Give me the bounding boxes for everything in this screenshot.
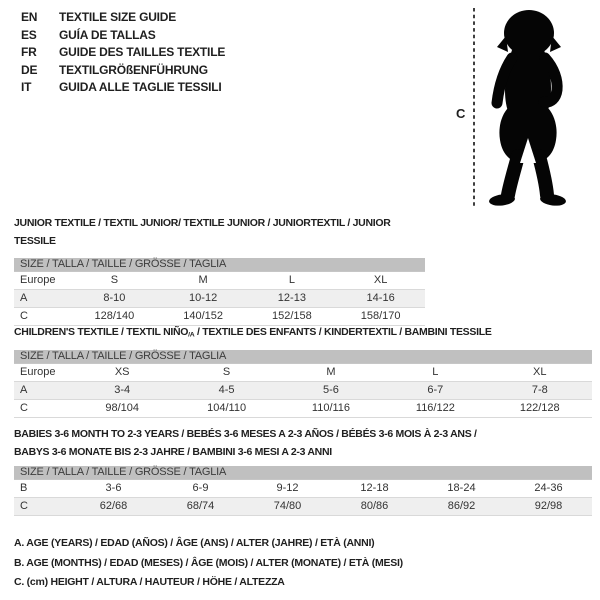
size-cell: 7-8 (488, 381, 592, 399)
size-cell: 3-4 (70, 381, 174, 399)
table-title-line (14, 443, 592, 461)
size-cell: 74/80 (244, 498, 331, 516)
size-cell: XS (70, 363, 174, 381)
size-cell: XL (336, 272, 425, 290)
size-cell: 3-6 (70, 480, 157, 498)
size-cell: 116/122 (383, 399, 487, 417)
size-cell: 92/98 (505, 498, 592, 516)
size-cell: 12-13 (248, 290, 337, 308)
language-row (21, 79, 225, 97)
language-code: EN (21, 10, 38, 24)
table-title-text: /A (188, 331, 195, 339)
language-code: ES (21, 27, 37, 42)
row-label: B (14, 480, 70, 498)
babies-textile-section (14, 425, 592, 516)
size-cell: 24-36 (505, 480, 592, 498)
table-row (14, 498, 592, 516)
children-textile-section (14, 323, 592, 418)
table-row (14, 399, 592, 417)
size-header-bar: SIZE / TALLA / TAILLE / GRÖSSE / TAGLIA (14, 466, 592, 480)
size-cell: 128/140 (70, 308, 159, 326)
size-cell: 158/170 (336, 308, 425, 326)
footnote-line: A. AGE (YEARS) / EDAD (AÑOS) / ÂGE (ANS) / ALTER (JAHRE) / ETÀ (ANNI) (14, 537, 375, 549)
table-title-text: JUNIOR TEXTILE / TEXTIL JUNIOR/ TEXTILE JUNIOR / JUNIORTEXTIL / JUNIOR TESSILE (14, 217, 391, 247)
language-code: FR (21, 45, 37, 60)
table-title-line (14, 214, 425, 250)
junior-textile-section (14, 214, 425, 326)
table-title-text: BABIES 3-6 MONTH TO 2-3 YEARS / BEBÉS 3-6 MESES A 2-3 AÑOS / BÉBÉS 3-6 MOIS À 2-3 ANS / (14, 428, 477, 440)
size-cell: L (383, 363, 487, 381)
size-cell: 12-18 (331, 480, 418, 498)
size-cell: 10-12 (159, 290, 248, 308)
size-cell: 6-9 (157, 480, 244, 498)
size-cell: 80/86 (331, 498, 418, 516)
size-cell: 110/116 (279, 399, 383, 417)
babies-table-title (14, 425, 592, 461)
table-row (14, 272, 425, 290)
junior-size-table (14, 258, 425, 326)
size-cell: 104/110 (174, 399, 278, 417)
language-guide-title: GUIDE DES TAILLES TEXTILE (59, 45, 226, 60)
table-row (14, 290, 425, 308)
size-cell: 18-24 (418, 480, 505, 498)
language-guide-title: GUIDA ALLE TAGLIE TESSILI (59, 80, 222, 95)
size-cell: 62/68 (70, 498, 157, 516)
size-cell: 152/158 (248, 308, 337, 326)
row-label: Europe (14, 363, 70, 381)
footnote-line: B. AGE (MONTHS) / EDAD (MESES) / ÂGE (MOIS) / ALTER (MONATE) / ETÀ (MESI) (14, 556, 403, 569)
size-cell: M (159, 272, 248, 290)
footnote-line: C. (cm) HEIGHT / ALTURA / HAUTEUR / HÖHE / ALTEZZA (14, 576, 285, 589)
table-row (14, 363, 592, 381)
row-label: A (14, 290, 70, 308)
size-cell: 6-7 (383, 381, 487, 399)
row-label: C (14, 308, 70, 326)
table-title-line (14, 425, 592, 443)
language-row (21, 27, 225, 45)
language-guide-title: TEXTILE SIZE GUIDE (59, 10, 177, 24)
height-measure-label: C (456, 106, 466, 121)
size-header-bar: SIZE / TALLA / TAILLE / GRÖSSE / TAGLIA (14, 258, 425, 272)
size-cell: 98/104 (70, 399, 174, 417)
language-title-list (21, 9, 225, 97)
language-row (21, 62, 225, 80)
row-label: A (14, 381, 70, 399)
size-cell: 68/74 (157, 498, 244, 516)
size-cell: 14-16 (336, 290, 425, 308)
table-row (14, 381, 592, 399)
size-cell: 9-12 (244, 480, 331, 498)
size-cell: S (70, 272, 159, 290)
table-title-text: BABYS 3-6 MONATE BIS 2-3 JAHRE / BAMBINI 3-6 MESI A 2-3 ANNI (14, 446, 332, 458)
size-cell: 122/128 (488, 399, 592, 417)
children-table-title (14, 323, 592, 345)
row-label: C (14, 498, 70, 516)
table-title-line (14, 323, 592, 345)
table-title-text: / TEXTILE DES ENFANTS / KINDERTEXTIL / BAMBINI TESSILE (194, 326, 492, 338)
height-measure-line (472, 8, 476, 208)
size-cell: 4-5 (174, 381, 278, 399)
language-code: DE (21, 62, 38, 77)
row-label: C (14, 399, 70, 417)
size-cell: XL (488, 363, 592, 381)
row-label: Europe (14, 272, 70, 290)
language-guide-title: TEXTILGRÖßENFÜHRUNG (59, 62, 208, 77)
babies-size-table (14, 466, 592, 516)
size-cell: S (174, 363, 278, 381)
language-code: IT (21, 80, 32, 95)
size-cell: 86/92 (418, 498, 505, 516)
language-guide-title: GUÍA DE TALLAS (59, 27, 156, 42)
toddler-silhouette-icon (482, 6, 574, 208)
size-cell: M (279, 363, 383, 381)
size-cell: 140/152 (159, 308, 248, 326)
size-header-bar: SIZE / TALLA / TAILLE / GRÖSSE / TAGLIA (14, 350, 592, 364)
junior-table-title (14, 214, 425, 250)
table-row (14, 480, 592, 498)
language-row (21, 9, 225, 27)
table-title-text: CHILDREN'S TEXTILE / TEXTIL NIÑO (14, 326, 189, 338)
size-cell: L (248, 272, 337, 290)
language-row (21, 44, 225, 62)
legend-footnotes (14, 534, 403, 593)
children-size-table (14, 350, 592, 418)
size-cell: 8-10 (70, 290, 159, 308)
size-cell: 5-6 (279, 381, 383, 399)
